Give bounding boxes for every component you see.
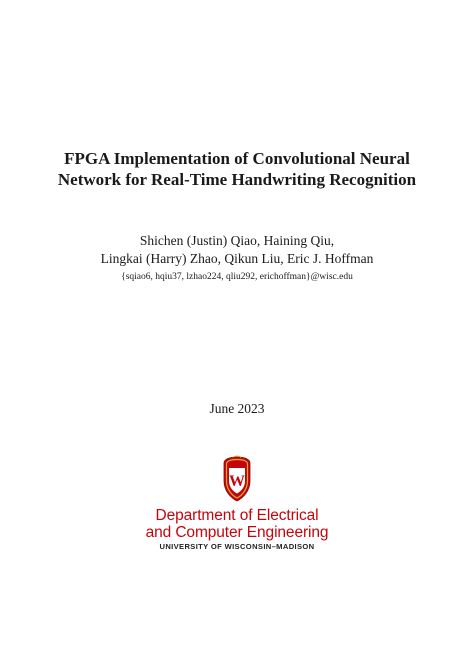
department-line-1: Department of Electrical xyxy=(155,507,319,524)
crest-letter: W xyxy=(229,473,245,490)
author-emails: {sqiao6, hqiu37, lzhao224, qliu292, erichoffman}@wisc.edu xyxy=(121,272,353,282)
department-line-2: and Computer Engineering xyxy=(145,524,329,541)
author-list xyxy=(0,232,474,268)
author-line-1: Shichen (Justin) Qiao, Haining Qiu, xyxy=(139,233,335,248)
title-line-1: FPGA Implementation of Convolutional Neural xyxy=(64,149,410,168)
university-name: UNIVERSITY OF WISCONSIN–MADISON xyxy=(159,542,315,551)
paper-title xyxy=(0,148,474,190)
uw-crest-icon xyxy=(221,455,253,503)
title-line-2: Network for Real-Time Handwriting Recognition xyxy=(57,170,417,189)
department-logo xyxy=(0,507,474,552)
publication-date: June 2023 xyxy=(209,401,265,416)
author-line-2: Lingkai (Harry) Zhao, Qikun Liu, Eric J. Hoffman xyxy=(100,251,374,266)
